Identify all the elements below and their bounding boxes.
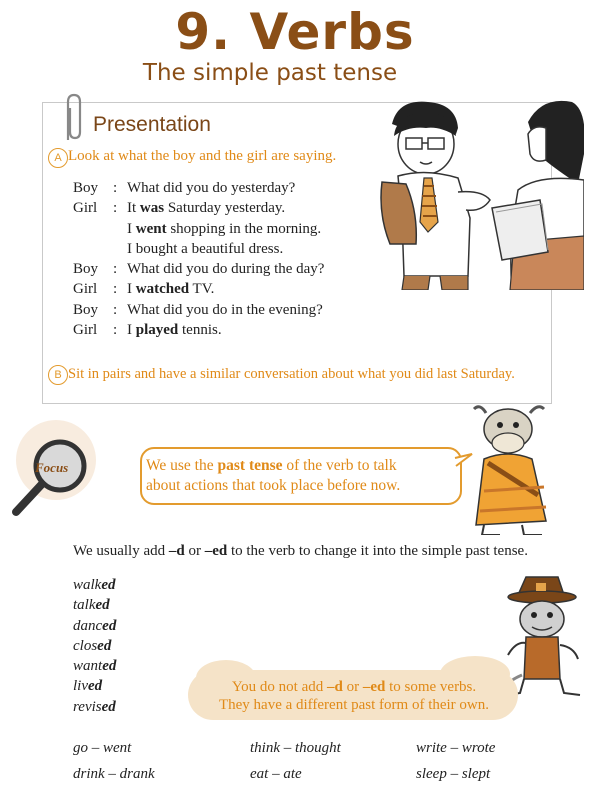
page-title: 9. Verbs	[175, 3, 415, 61]
irregular-pair: drink – drank	[73, 766, 155, 782]
verb-item: talked	[73, 597, 110, 614]
verb-item: wanted	[73, 658, 117, 675]
irregular-pair: think – thought	[250, 740, 341, 756]
dialogue	[73, 178, 324, 340]
verb-item: lived	[73, 678, 103, 695]
dialogue-line-4: I bought a beautiful dress.	[127, 240, 284, 257]
badge-b: B	[48, 365, 68, 385]
presentation-heading: Presentation	[93, 113, 211, 136]
page-subtitle: The simple past tense	[142, 60, 398, 86]
instruction-a: Look at what the boy and the girl are saying.	[68, 148, 337, 164]
dialogue-line-1: Boy : What did you do yesterday?	[73, 180, 296, 196]
dialogue-line-5: Boy : What did you do during the day?	[73, 261, 325, 278]
instruction-b: Sit in pairs and have a similar conversation about what you did last Saturday.	[68, 366, 515, 382]
irregular-pair: go – went	[73, 740, 132, 756]
badge-a: A	[48, 148, 68, 168]
verb-item: walked	[73, 577, 116, 593]
irregular-pair: eat – ate	[250, 766, 302, 782]
verb-item: danced	[73, 617, 117, 634]
irregular-pair: write – wrote	[416, 740, 496, 756]
dialogue-line-2: Girl : It was Saturday yesterday.	[73, 200, 286, 217]
rule-sentence: We usually add –d or –ed to the verb to change it into the simple past tense.	[73, 543, 528, 559]
regular-verb-list	[73, 575, 116, 717]
dialogue-line-3: I went shopping in the morning.	[127, 220, 322, 237]
boy-girl-illustration	[378, 94, 584, 290]
dialogue-line-7: Boy : What did you do in the evening?	[73, 301, 323, 318]
cow-illustration	[466, 403, 570, 535]
dialogue-line-6: Girl : I watched TV.	[73, 281, 215, 298]
paperclip-icon	[58, 92, 88, 144]
irregular-pair: sleep – slept	[416, 766, 491, 782]
verb-item: revised	[73, 698, 116, 715]
verb-item: closed	[73, 637, 112, 654]
dialogue-line-8: Girl : I played tennis.	[73, 322, 222, 339]
note-text: You do not add –d or –ed to some verbs. They have a different past form of their own.	[218, 679, 490, 713]
focus-label: Focus	[35, 460, 69, 475]
focus-bubble-text: We use the past tense of the verb to talk about actions that took place before now.	[146, 457, 401, 494]
